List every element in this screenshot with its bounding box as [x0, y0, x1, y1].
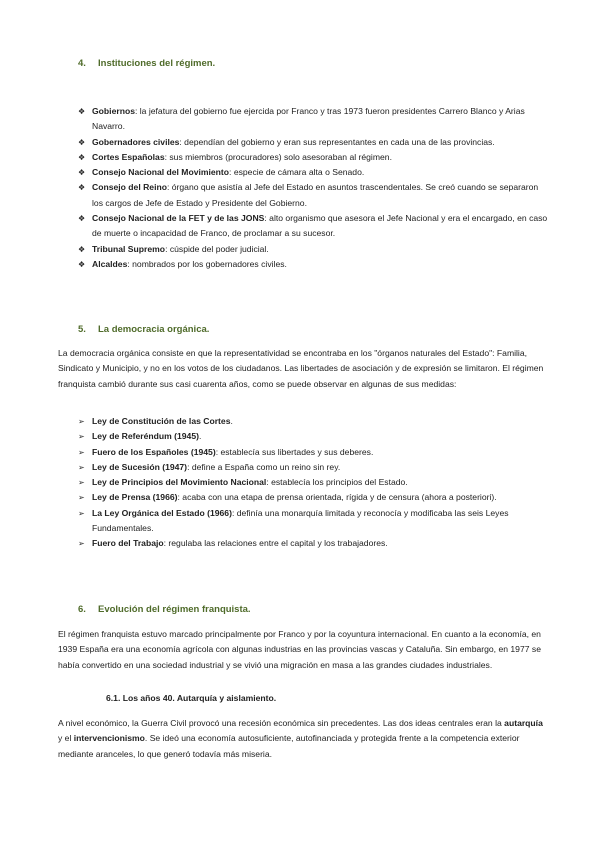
text-segment: A nivel económico, la Guerra Civil provocó una recesión económica sin precedentes. Las dos ideas centrales eran la: [58, 718, 505, 728]
item-term: Tribunal Supremo: [92, 243, 166, 254]
item-term: Fuero del Trabajo: [92, 538, 164, 549]
text-segment: . Se ideó una economía autosuficiente, autofinanciada y protegida frente a la competencia exterior mediante aranceles, lo que generó todavía más miseria.: [58, 733, 520, 759]
item-text: : acaba con una etapa de prensa orientada, rígida y de censura (ahora a posteriori).: [177, 492, 497, 503]
item-text: .: [198, 431, 202, 442]
section-4-heading: [78, 58, 215, 69]
item-text: : dependían del gobierno y eran sus representantes en cada una de las provincias.: [179, 136, 495, 147]
list-item: [78, 490, 548, 505]
section-title: Evolución del régimen franquista.: [98, 604, 251, 615]
item-text: : especie de cámara alta o Senado.: [229, 167, 365, 178]
item-term: Gobernadores civiles: [92, 136, 180, 147]
bold-term: intervencionismo: [73, 733, 145, 744]
list-item: [78, 165, 548, 180]
item-text: : nombrados por los gobernadores civiles.: [127, 258, 287, 269]
list-item: [78, 257, 548, 272]
item-term: La Ley Orgánica del Estado (1966): [92, 507, 232, 518]
section-number: 6.: [78, 604, 86, 615]
arrow-bullet-icon: ➢: [78, 493, 85, 503]
list-item: [78, 135, 548, 150]
diamond-bullet-icon: ❖: [78, 137, 86, 147]
section-6-heading: [78, 604, 251, 615]
section-5-heading: [78, 324, 209, 335]
item-text: : sus miembros (procuradores) solo asesoraban al régimen.: [164, 151, 392, 162]
list-item: [78, 180, 548, 211]
item-term: Ley de Sucesión (1947): [92, 461, 188, 472]
list-item: [78, 104, 548, 135]
list-item: [78, 429, 548, 444]
item-text: : alto organismo que asesora el Jefe Nacional y era el encargado, en caso de muerte o incapacidad de Franco, de proclamar a su sucesor.: [92, 213, 548, 239]
regime-evolution-paragraph: El régimen franquista estuvo marcado principalmente por Franco y por la coyuntura internacional. En cuanto a la economía, en 1939 España era una economía agrícola con algunas industrias en las provincias vascas y Cataluña. Sin embargo, en 1977 se había convertido en una sociedad industrial y se vivió una migración en masa a las grandes ciudades industriales.: [58, 629, 541, 670]
list-item: [78, 242, 548, 257]
diamond-bullet-icon: ❖: [78, 183, 86, 193]
item-term: Consejo Nacional de la FET y de las JONS: [92, 213, 265, 224]
list-item: [78, 460, 548, 475]
organic-democracy-paragraph: La democracia orgánica consiste en que la representatividad se encontraba en los "órganos naturales del Estado": Familia, Sindicato y Municipio, y no en los votos de los ciudadanos. Las libertades de asociación y de expresión se limitaron. El régimen franquista cambió durante sus casi cuarenta años, como se puede observar en algunas de sus medidas:: [58, 348, 544, 389]
section-number: 5.: [78, 324, 86, 335]
section-title: Instituciones del régimen.: [98, 58, 216, 69]
list-item: [78, 506, 548, 537]
item-text: : definía una monarquía limitada y reconocía y modificaba las seis Leyes Fundamentales.: [92, 507, 509, 534]
arrow-bullet-icon: ➢: [78, 432, 85, 442]
item-term: Ley de Principios del Movimiento Nacional: [92, 477, 267, 488]
item-text: : define a España como un reino sin rey.: [187, 461, 341, 472]
item-term: Fuero de los Españoles (1945): [92, 446, 216, 457]
item-text: : establecía sus libertades y sus deberes.: [215, 446, 374, 457]
list-item: [78, 445, 548, 460]
measures-list: [78, 414, 548, 552]
diamond-bullet-icon: ❖: [78, 244, 86, 254]
list-item: [78, 536, 548, 551]
list-item: [78, 211, 548, 242]
arrow-bullet-icon: ➢: [78, 462, 85, 472]
item-term: Ley de Constitución de las Cortes: [92, 416, 231, 426]
item-term: Consejo del Reino: [92, 182, 167, 193]
arrow-bullet-icon: ➢: [78, 417, 85, 426]
subsection-6-1-heading: 6.1. Los años 40. Autarquía y aislamiento.: [106, 693, 277, 703]
autarky-paragraph: [58, 716, 546, 762]
arrow-bullet-icon: ➢: [78, 447, 85, 457]
list-item: [78, 150, 548, 165]
item-text: : cúspide del poder judicial.: [165, 243, 269, 254]
section-title: La democracia orgánica.: [98, 324, 210, 335]
bold-term: autarquía: [504, 718, 543, 728]
item-term: Cortes Españolas: [92, 151, 165, 162]
item-term: Alcaldes: [92, 258, 128, 269]
list-item: [78, 475, 548, 490]
diamond-bullet-icon: ❖: [78, 152, 86, 162]
item-text: : órgano que asistía al Jefe del Estado en asuntos trascendentales. Se creó cuando se separaron los cargos de Jefe de Estado y Presidente del Gobierno.: [92, 182, 539, 208]
diamond-bullet-icon: ❖: [78, 214, 86, 224]
item-text: : establecía los principios del Estado.: [266, 477, 408, 488]
arrow-bullet-icon: ➢: [78, 539, 85, 549]
institutions-list: [78, 104, 548, 272]
item-term: Ley de Referéndum (1945): [92, 431, 199, 442]
item-term: Ley de Prensa (1966): [92, 492, 178, 503]
diamond-bullet-icon: ❖: [78, 259, 86, 269]
section-number: 4.: [78, 58, 86, 69]
arrow-bullet-icon: ➢: [78, 508, 85, 518]
item-term: Consejo Nacional del Movimiento: [92, 167, 230, 178]
item-text: : la jefatura del gobierno fue ejercida por Franco y tras 1973 fueron presidentes Carrero Blanco y Arias Navarro.: [92, 106, 525, 132]
list-item: [78, 414, 548, 429]
item-text: .: [230, 416, 233, 426]
diamond-bullet-icon: ❖: [78, 107, 86, 116]
item-term: Gobiernos: [92, 106, 135, 116]
arrow-bullet-icon: ➢: [78, 478, 85, 488]
diamond-bullet-icon: ❖: [78, 168, 86, 178]
item-text: : regulaba las relaciones entre el capital y los trabajadores.: [163, 538, 388, 549]
text-segment: y el: [58, 733, 74, 744]
